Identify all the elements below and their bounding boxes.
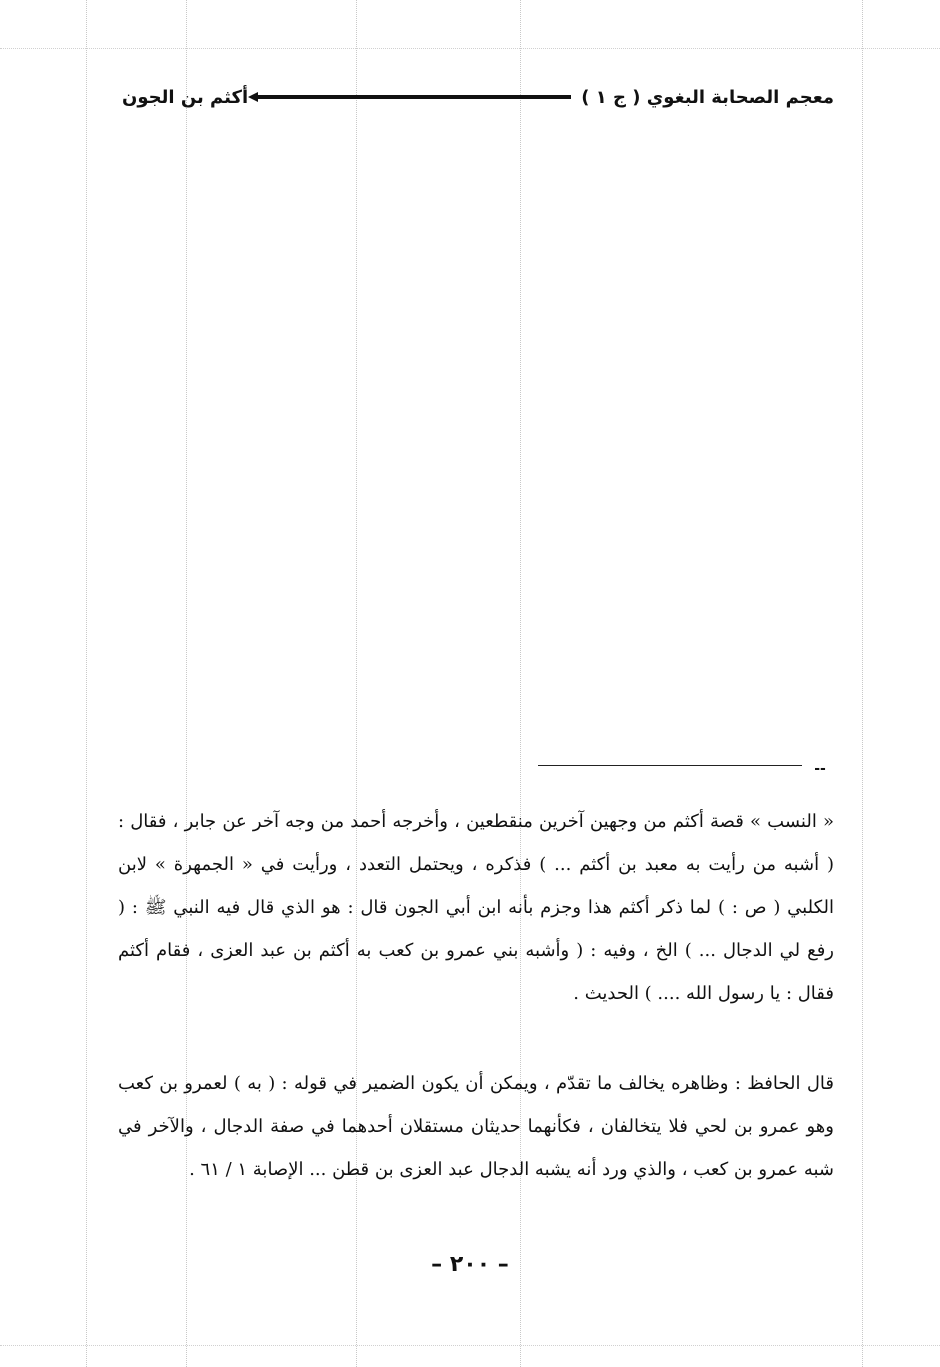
header-entry-name: أكثم بن الجون <box>122 86 249 108</box>
scan-guide-right <box>862 0 863 1367</box>
header-rule <box>258 95 571 99</box>
footnote-paragraph: قال الحافظ : وظاهره يخالف ما تقدّم ، ويمكن أن يكون الضمير في قوله : ( به ) لعمرو بن كعب وهو عمرو بن لحي فلا يتخالفان ، فكأنهما حديثان مستقلان أحدهما في صفة الدجال ، والآخر في شبه عمرو بن كعب ، والذي ورد أنه يشبه الدجال عبد العزى بن قطن ... الإصابة ١ / ٦١ . <box>118 1073 834 1180</box>
footnote-separator <box>538 765 802 766</box>
page-number: – ٢٠٠ – <box>431 1252 509 1277</box>
running-header <box>122 80 834 114</box>
scan-guide-left <box>86 0 87 1367</box>
footnote-paragraph: « النسب » قصة أكثم من وجهين آخرين منقطعين ، وأخرجه أحمد من وجه آخر عن جابر ، فقال : ( أشبه من رأيت به معبد بن أكثم ... ) فذكره ، ويحتمل التعدد ، ورأيت في « الجمهرة » لابن الكلبي ( ص : ) لما ذكر أكثم هذا وجزم بأنه ابن أبي الجون قال : هو الذي قال فيه النبي ﷺ : ( رفع لي الدجال ... ) الخ ، وفيه : ( وأشبه بني عمرو بن كعب به أكثم بن عبد العزى ، فقام أكثم فقال : يا رسول الله .... ) الحديث . <box>118 811 834 1004</box>
scan-guide-bottom <box>0 1345 940 1346</box>
footnote-mark: -- <box>814 761 826 777</box>
header-book-title: معجم الصحابة البغوي ( ج ١ ) <box>581 86 834 108</box>
scan-guide-top <box>0 48 940 49</box>
